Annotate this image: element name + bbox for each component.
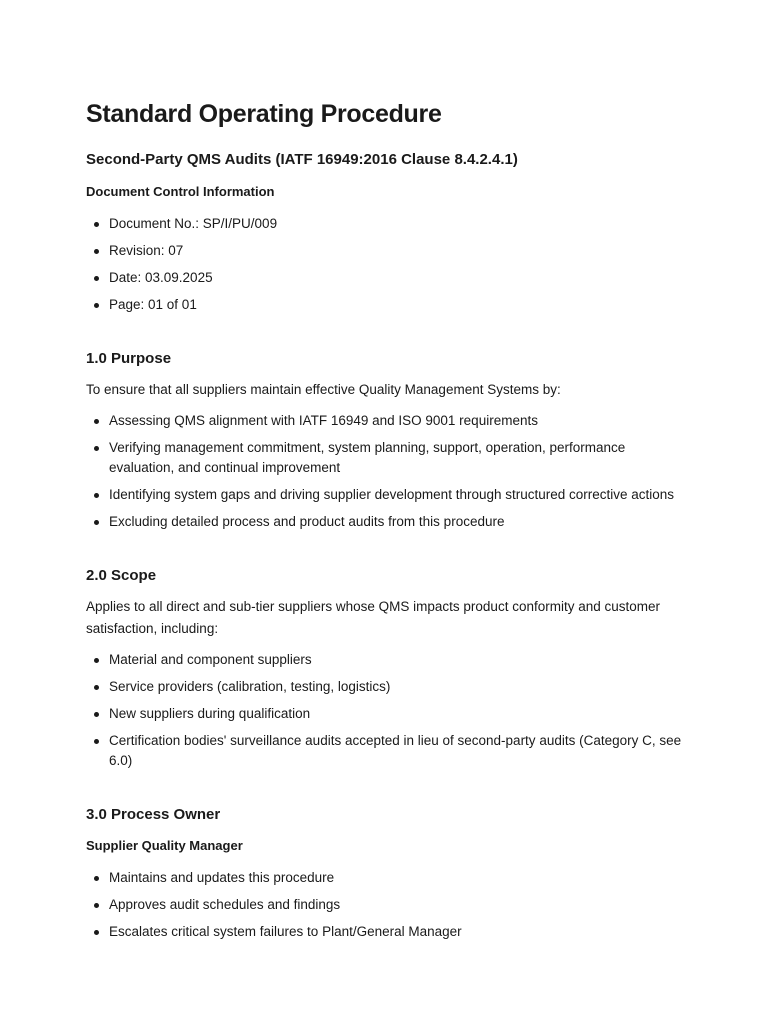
list-item: Escalates critical system failures to Plant/General Manager <box>86 922 686 942</box>
list-item: Page: 01 of 01 <box>86 295 686 315</box>
list-item: Service providers (calibration, testing, logistics) <box>86 677 686 697</box>
purpose-intro: To ensure that all suppliers maintain effective Quality Management Systems by: <box>86 382 561 397</box>
scope-intro: Applies to all direct and sub-tier suppliers whose QMS impacts product conformity and customer satisfaction, including: <box>86 599 661 636</box>
document-subtitle: Second-Party QMS Audits (IATF 16949:2016 Clause 8.4.2.4.1) <box>86 151 518 168</box>
list-item: Revision: 07 <box>86 241 686 261</box>
bullet-icon <box>94 903 99 908</box>
list-item: Maintains and updates this procedure <box>86 868 686 888</box>
doc-control-heading: Document Control Information <box>86 184 275 199</box>
document-title: Standard Operating Procedure <box>86 100 442 128</box>
document-content <box>86 96 686 949</box>
bullet-icon <box>94 685 99 690</box>
section-heading-process-owner: 3.0 Process Owner <box>86 806 221 823</box>
process-owner-role: Supplier Quality Manager <box>86 838 243 853</box>
bullet-icon <box>94 419 99 424</box>
list-item: Approves audit schedules and findings <box>86 895 686 915</box>
section-heading-scope: 2.0 Scope <box>86 567 157 584</box>
bullet-icon <box>94 876 99 881</box>
list-item: Identifying system gaps and driving supplier development through structured corrective actions <box>86 485 686 505</box>
bullet-icon <box>94 739 99 744</box>
list-item: Certification bodies' surveillance audits accepted in lieu of second-party audits (Category C, see 6.0) <box>86 731 686 771</box>
bullet-icon <box>94 446 99 451</box>
bullet-icon <box>94 276 99 281</box>
bullet-icon <box>94 249 99 254</box>
bullet-icon <box>94 930 99 935</box>
bullet-icon <box>94 658 99 663</box>
doc-control-list <box>86 214 686 315</box>
purpose-list <box>86 411 686 532</box>
list-item: Verifying management commitment, system planning, support, operation, performance evaluation, and continual improvement <box>86 438 686 478</box>
section-heading-purpose: 1.0 Purpose <box>86 350 172 367</box>
bullet-icon <box>94 520 99 525</box>
list-item: Date: 03.09.2025 <box>86 268 686 288</box>
list-item: Excluding detailed process and product audits from this procedure <box>86 512 686 532</box>
scope-list <box>86 650 686 771</box>
list-item: Assessing QMS alignment with IATF 16949 and ISO 9001 requirements <box>86 411 686 431</box>
list-item: Material and component suppliers <box>86 650 686 670</box>
bullet-icon <box>94 712 99 717</box>
bullet-icon <box>94 222 99 227</box>
bullet-icon <box>94 493 99 498</box>
list-item: Document No.: SP/I/PU/009 <box>86 214 686 234</box>
process-owner-list <box>86 868 686 942</box>
bullet-icon <box>94 303 99 308</box>
list-item: New suppliers during qualification <box>86 704 686 724</box>
